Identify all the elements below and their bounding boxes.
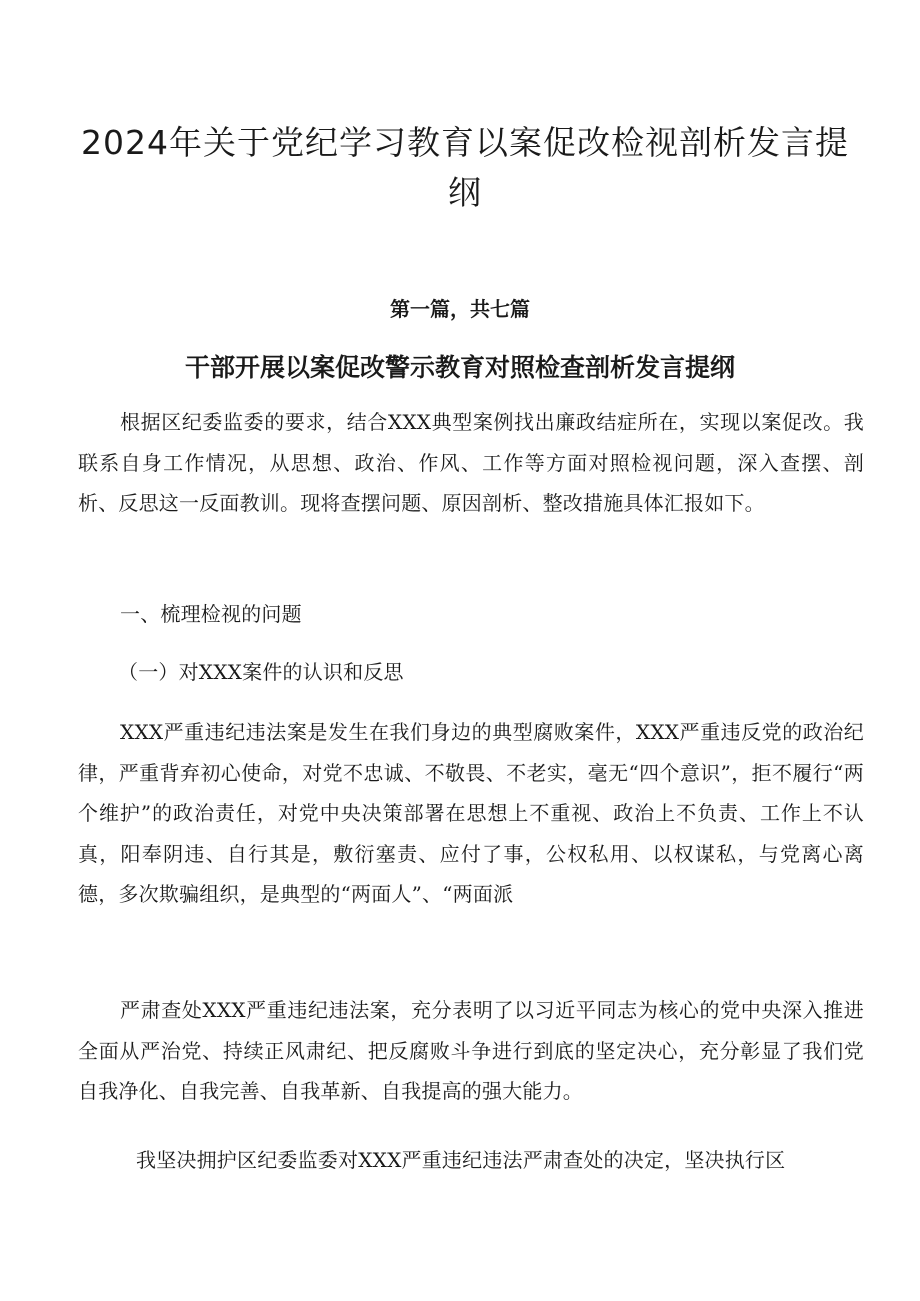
part-label: 第一篇，共七篇 [390, 297, 530, 321]
section-heading-1: 一、梳理检视的问题 [120, 602, 302, 626]
body-paragraph-3: 我坚决拥护区纪委监委对XXX严重违纪违法严肃查处的决定，坚决执行区 [136, 1148, 786, 1172]
section-title: 干部开展以案促改警示教育对照检查剖析发言提纲 [184, 353, 735, 382]
intro-paragraph: 根据区纪委监委的要求，结合XXX典型案例找出廉政结症所在，实现以案促改。我联系自身工作情况，从思想、政治、作风、工作等方面对照检视问题，深入查摆、剖析、反思这一反面教训。现将查摆问题、原因剖析、整改措施具体汇报如下。 [78, 410, 864, 515]
subsection-heading-1: （一）对XXX案件的认识和反思 [118, 660, 404, 684]
body-paragraph-1: XXX严重违纪违法案是发生在我们身边的典型腐败案件，XXX严重违反党的政治纪律，严重背弃初心使命，对党不忠诚、不敬畏、不老实，毫无“四个意识”，拒不履行“两个维护”的政治责任，对党中央决策部署在思想上不重视、政治上不负责、工作上不认真，阳奉阴违、自行其是，敷衍塞责、应付了事，公权私用、以权谋私，与党离心离德，多次欺骗组织，是典型的“两面人”、“两面派 [78, 720, 864, 906]
document-title: 2024年关于党纪学习教育以案促改检视剖析发言提纲 [81, 123, 849, 212]
body-paragraph-2: 严肃查处XXX严重违纪违法案，充分表明了以习近平同志为核心的党中央深入推进全面从严治党、持续正风肃纪、把反腐败斗争进行到底的坚定决心，充分彰显了我们党自我净化、自我完善、自我革新、自我提高的强大能力。 [78, 998, 864, 1103]
